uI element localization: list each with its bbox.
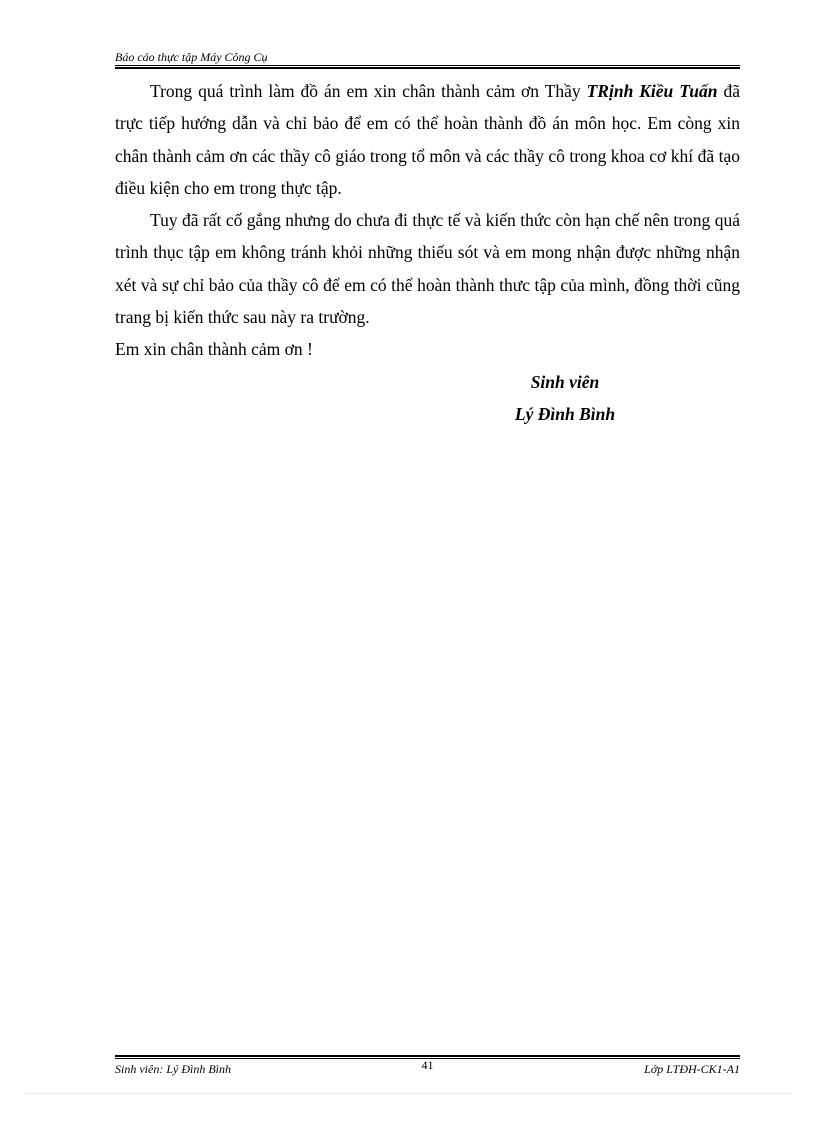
paragraph-acknowledgement — [115, 75, 740, 204]
footer-student: Sinh viên: Lý Đình Bình — [115, 1062, 231, 1076]
signature-block — [480, 366, 650, 430]
paragraph-apology: Tuy đã rất cố gắng nhưng do chưa đi thực tế và kiến thức còn hạn chế nên trong quá trình thục tập em không tránh khỏi những thiếu sót và em mong nhận được những nhận xét và sự chỉ bảo của thầy cô để em có thể hoàn thành thưc tập của mình, đồng thời cũng trang bị kiến thức sau này ra trường. — [115, 210, 740, 328]
footer-rule-thick — [115, 1055, 740, 1057]
signature-name: Lý Đình Bình — [514, 404, 616, 424]
page-number: 41 — [421, 1058, 434, 1072]
paragraph-text-end: đã trực tiếp hướng dẫn và chỉ bảo để em có thể hoàn thành đồ án môn học. Em còng xin chân thành cảm ơn các thầy cô giáo trong tổ môn và các thầy cô trong khoa cơ khí đã tạo điều kiện cho em trong thực tập. — [115, 81, 740, 198]
page-header: Báo cáo thực tập Máy Công Cụ — [115, 50, 268, 64]
header-rule — [115, 65, 740, 66]
body-text — [115, 75, 740, 366]
footer-class: Lớp LTĐH-CK1-A1 — [644, 1062, 740, 1076]
paragraph-text-start: Trong quá trình làm đồ án em xin chân thành cảm ơn Thầy — [150, 81, 587, 101]
signature-role: Sinh viên — [530, 372, 600, 392]
header-rule-thick — [115, 67, 740, 69]
teacher-name: TRịnh Kiều Tuấn — [586, 81, 718, 101]
paragraph-thanks: Em xin chân thành cảm ơn ! — [115, 339, 313, 360]
page-footer — [115, 1060, 740, 1076]
page-edge-divider — [25, 1093, 791, 1094]
